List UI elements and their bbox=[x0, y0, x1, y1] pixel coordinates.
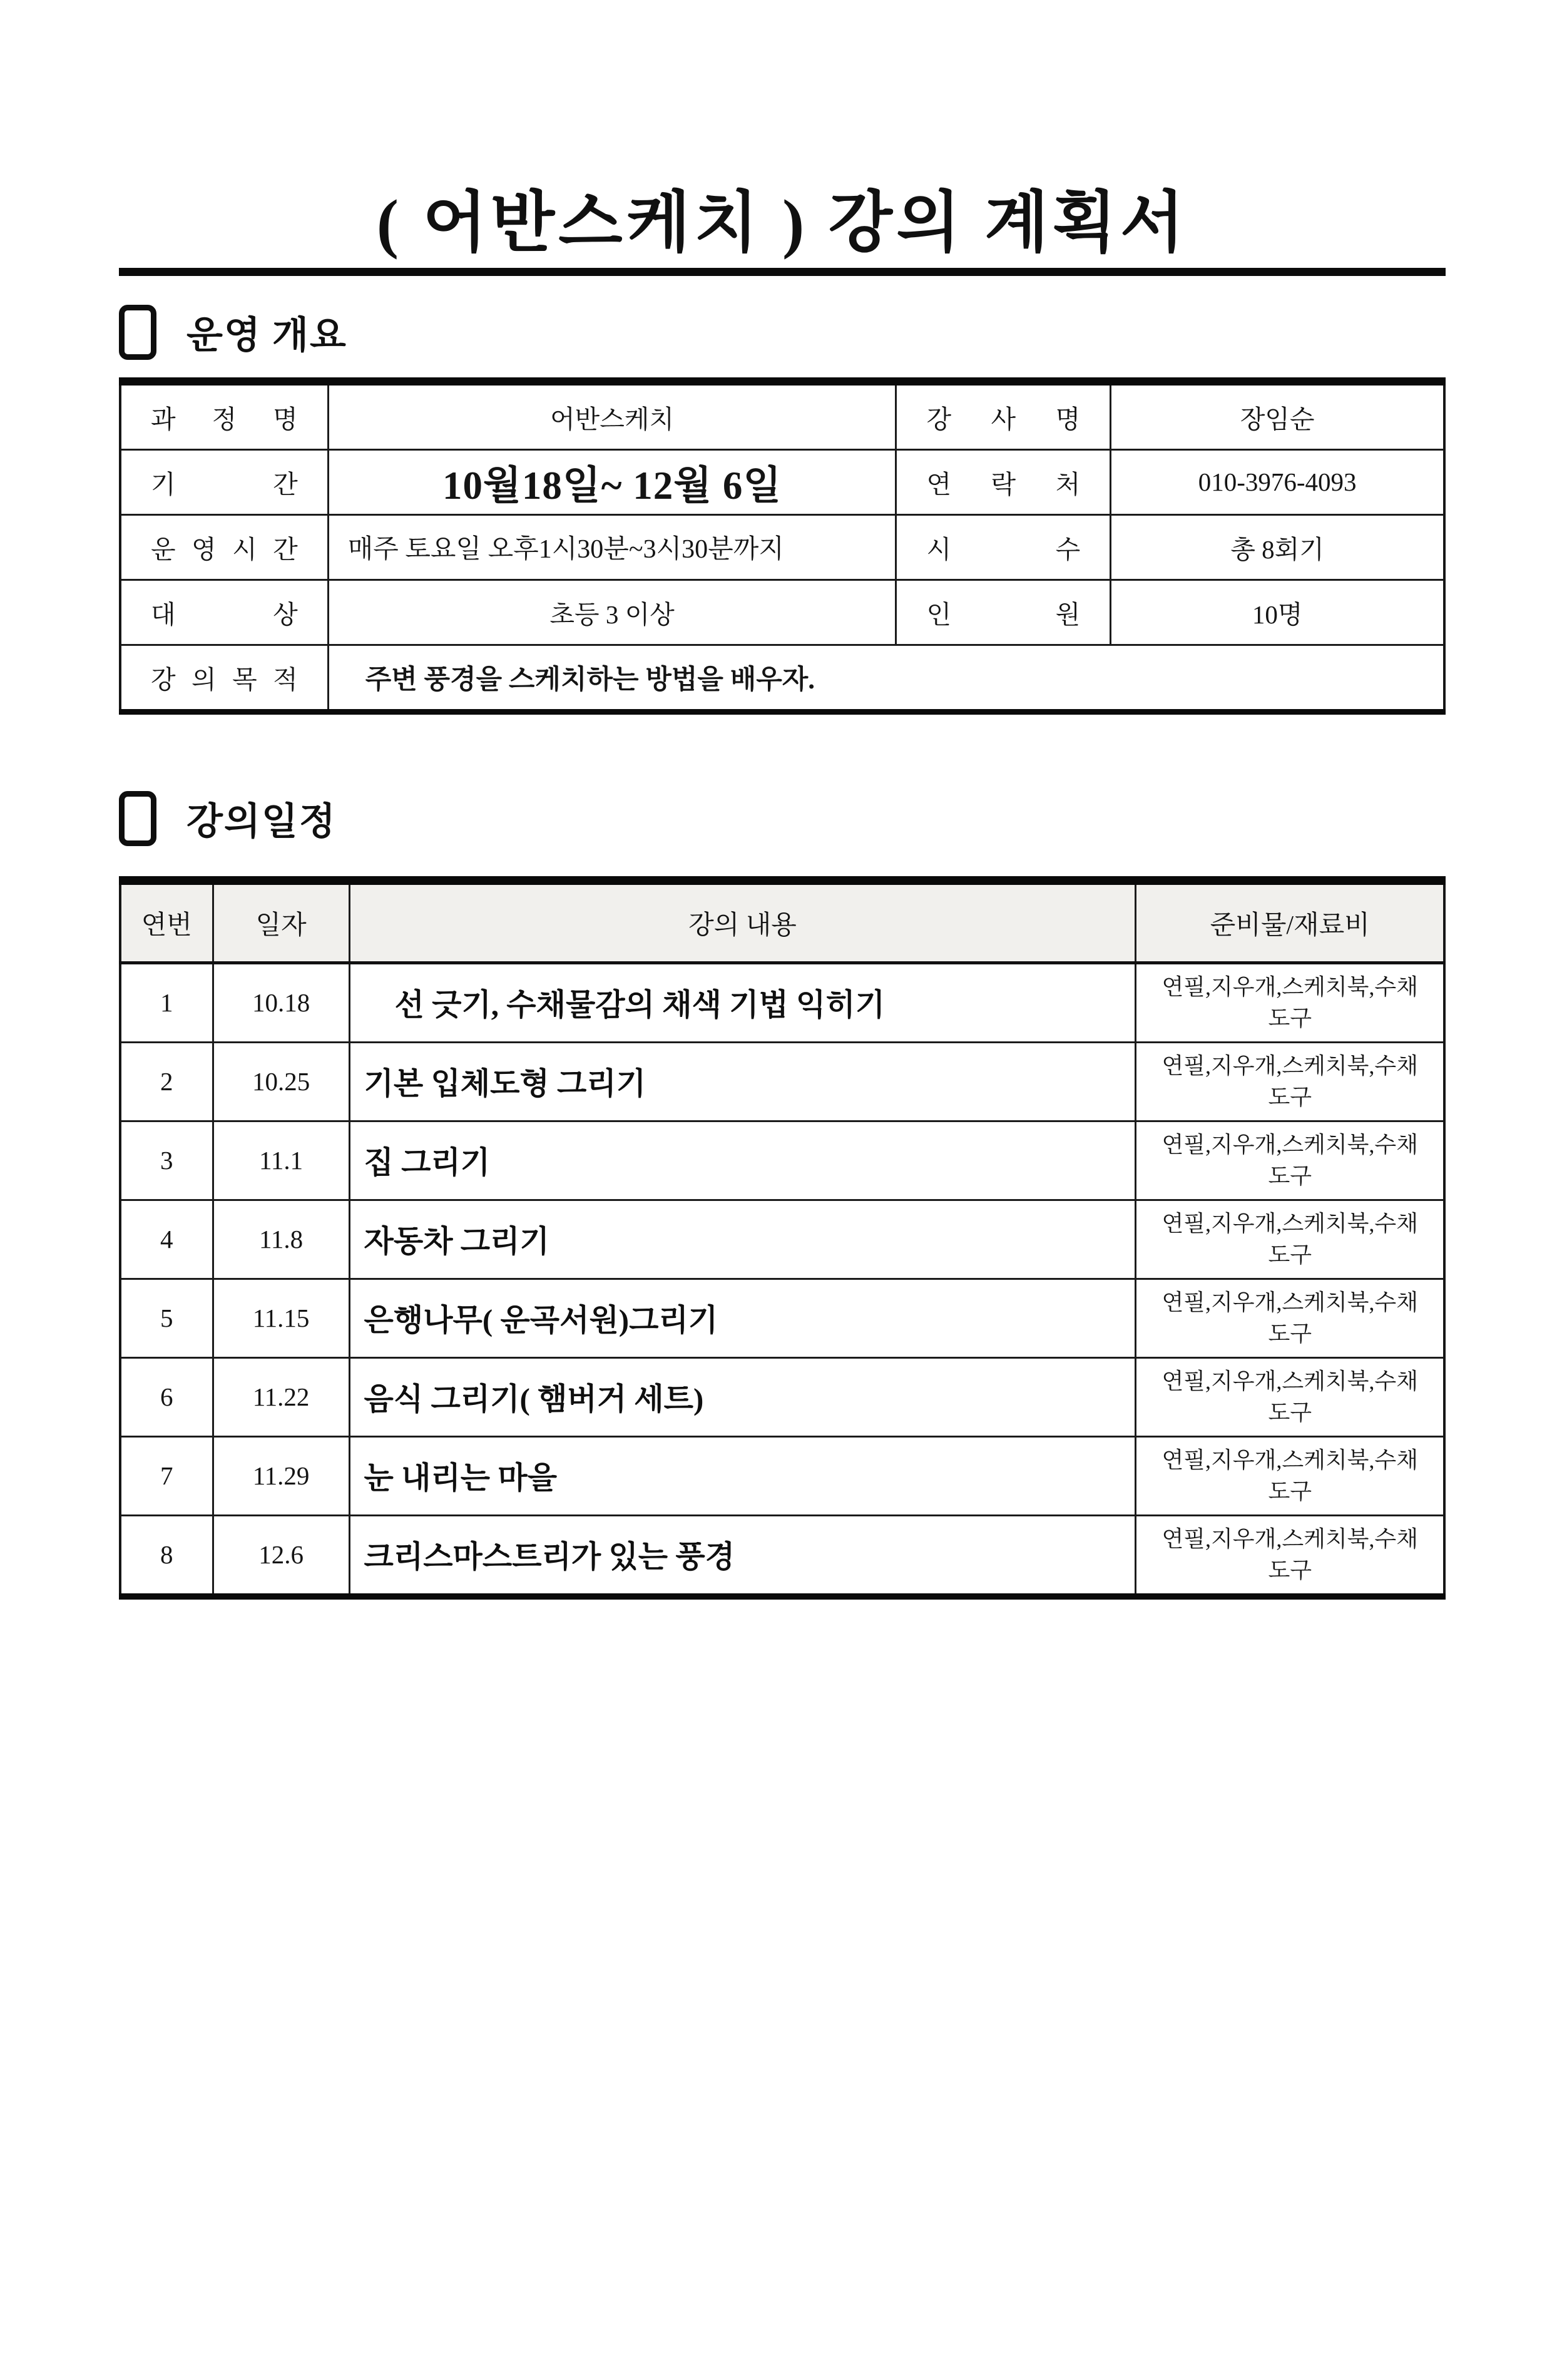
session-number: 6 bbox=[120, 1357, 213, 1436]
materials-line1: 연필,지우개,스케치북,수채 bbox=[1161, 1290, 1418, 1315]
target-label: 대 상 bbox=[151, 600, 298, 629]
session-date: 11.22 bbox=[213, 1357, 349, 1436]
course-name-label: 과 정 명 bbox=[151, 404, 298, 434]
period-label: 기 간 bbox=[151, 469, 298, 499]
session-content: 자동차 그리기 bbox=[349, 1200, 1136, 1279]
session-date: 11.8 bbox=[213, 1200, 349, 1279]
period-label-cell bbox=[120, 449, 328, 514]
objective-label: 강 의 목 적 bbox=[151, 665, 298, 694]
checkbox-icon bbox=[119, 791, 156, 846]
materials-line2: 도구 bbox=[1268, 1085, 1312, 1110]
session-number: 4 bbox=[120, 1200, 213, 1279]
materials-cell bbox=[1136, 1436, 1444, 1515]
period-value: 10월18일~ 12월 6일 bbox=[328, 449, 896, 514]
document-page bbox=[119, 185, 1446, 1600]
capacity-label: 인 원 bbox=[926, 600, 1081, 629]
table-row bbox=[120, 381, 1444, 449]
session-content: 집 그리기 bbox=[349, 1121, 1136, 1200]
materials-line2: 도구 bbox=[1268, 1400, 1312, 1426]
table-row bbox=[120, 1436, 1444, 1515]
target-value: 초등 3 이상 bbox=[328, 580, 896, 645]
table-row bbox=[120, 1279, 1444, 1357]
session-date: 10.18 bbox=[213, 963, 349, 1042]
materials-cell bbox=[1136, 1279, 1444, 1357]
materials-line1: 연필,지우개,스케치북,수채 bbox=[1161, 1448, 1418, 1473]
materials-line2: 도구 bbox=[1268, 1242, 1312, 1268]
course-name-label-cell bbox=[120, 381, 328, 449]
instructor-label: 강 사 명 bbox=[926, 404, 1081, 434]
table-row bbox=[120, 1121, 1444, 1200]
session-number: 3 bbox=[120, 1121, 213, 1200]
table-row bbox=[120, 1200, 1444, 1279]
schedule-section-heading bbox=[119, 791, 1446, 846]
title-underline bbox=[119, 268, 1446, 276]
materials-line1: 연필,지우개,스케치북,수채 bbox=[1161, 1211, 1418, 1236]
materials-line2: 도구 bbox=[1268, 1479, 1312, 1504]
schedule-table bbox=[119, 876, 1446, 1600]
session-number: 1 bbox=[120, 963, 213, 1042]
materials-cell bbox=[1136, 963, 1444, 1042]
materials-cell bbox=[1136, 1121, 1444, 1200]
operating-time-label-cell bbox=[120, 514, 328, 580]
materials-line1: 연필,지우개,스케치북,수채 bbox=[1161, 1526, 1418, 1551]
title-block bbox=[119, 185, 1446, 276]
materials-line2: 도구 bbox=[1268, 1321, 1312, 1347]
session-date: 12.6 bbox=[213, 1515, 349, 1596]
session-date: 11.29 bbox=[213, 1436, 349, 1515]
session-content: 은행나무( 운곡서원)그리기 bbox=[349, 1279, 1136, 1357]
column-header-materials: 준비물/재료비 bbox=[1136, 881, 1444, 963]
operating-time-label: 운 영 시 간 bbox=[151, 534, 298, 564]
column-header-no: 연번 bbox=[120, 881, 213, 963]
session-number: 7 bbox=[120, 1436, 213, 1515]
objective-label-cell bbox=[120, 645, 328, 712]
materials-line1: 연필,지우개,스케치북,수채 bbox=[1161, 1053, 1418, 1078]
materials-cell bbox=[1136, 1200, 1444, 1279]
session-content: 음식 그리기( 햄버거 세트) bbox=[349, 1357, 1136, 1436]
session-content: 선 긋기, 수채물감의 채색 기법 익히기 bbox=[349, 963, 1136, 1042]
table-row bbox=[120, 580, 1444, 645]
session-date: 10.25 bbox=[213, 1042, 349, 1121]
sessions-value: 총 8회기 bbox=[1111, 514, 1444, 580]
session-date: 11.15 bbox=[213, 1279, 349, 1357]
session-date: 11.1 bbox=[213, 1121, 349, 1200]
document-title: ( 어반스케치 ) 강의 계획서 bbox=[376, 186, 1188, 260]
course-name-value: 어반스케치 bbox=[328, 381, 896, 449]
capacity-value: 10명 bbox=[1111, 580, 1444, 645]
materials-cell bbox=[1136, 1515, 1444, 1596]
session-content: 기본 입체도형 그리기 bbox=[349, 1042, 1136, 1121]
sessions-label-cell bbox=[896, 514, 1111, 580]
session-number: 5 bbox=[120, 1279, 213, 1357]
contact-label-cell bbox=[896, 449, 1111, 514]
session-number: 8 bbox=[120, 1515, 213, 1596]
materials-line2: 도구 bbox=[1268, 1163, 1312, 1189]
table-row bbox=[120, 963, 1444, 1042]
materials-cell bbox=[1136, 1042, 1444, 1121]
schedule-heading-label: 강의일정 bbox=[186, 800, 337, 842]
contact-value: 010-3976-4093 bbox=[1111, 449, 1444, 514]
overview-section-heading bbox=[119, 305, 1446, 360]
session-content: 크리스마스트리가 있는 풍경 bbox=[349, 1515, 1136, 1596]
instructor-value: 장임순 bbox=[1111, 381, 1444, 449]
schedule-header-row bbox=[120, 881, 1444, 963]
table-row bbox=[120, 1357, 1444, 1436]
sessions-label: 시 수 bbox=[926, 534, 1081, 564]
table-row bbox=[120, 645, 1444, 712]
table-row bbox=[120, 449, 1444, 514]
instructor-label-cell bbox=[896, 381, 1111, 449]
materials-line2: 도구 bbox=[1268, 1006, 1312, 1031]
column-header-content: 강의 내용 bbox=[349, 881, 1136, 963]
session-content: 눈 내리는 마을 bbox=[349, 1436, 1136, 1515]
materials-line2: 도구 bbox=[1268, 1558, 1312, 1583]
target-label-cell bbox=[120, 580, 328, 645]
materials-cell bbox=[1136, 1357, 1444, 1436]
column-header-date: 일자 bbox=[213, 881, 349, 963]
materials-line1: 연필,지우개,스케치북,수채 bbox=[1161, 974, 1418, 999]
overview-heading-label: 운영 개요 bbox=[186, 314, 347, 356]
session-number: 2 bbox=[120, 1042, 213, 1121]
materials-line1: 연필,지우개,스케치북,수채 bbox=[1161, 1132, 1418, 1157]
overview-table bbox=[119, 377, 1446, 715]
contact-label: 연 락 처 bbox=[926, 469, 1081, 499]
table-row bbox=[120, 1042, 1444, 1121]
checkbox-icon bbox=[119, 305, 156, 360]
table-row bbox=[120, 1515, 1444, 1596]
operating-time-value: 매주 토요일 오후1시30분~3시30분까지 bbox=[328, 514, 896, 580]
objective-value: 주변 풍경을 스케치하는 방법을 배우자. bbox=[328, 645, 1444, 712]
materials-line1: 연필,지우개,스케치북,수채 bbox=[1161, 1369, 1418, 1394]
capacity-label-cell bbox=[896, 580, 1111, 645]
table-row bbox=[120, 514, 1444, 580]
